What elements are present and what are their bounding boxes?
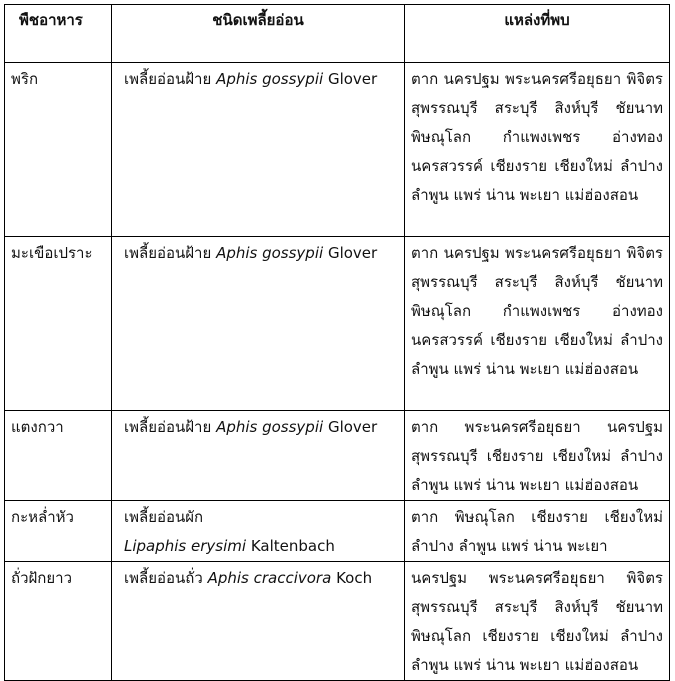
locations-cell: ตาก พระนครศรีอยุธยา นครปฐม สุพรรณบุรี เชียงราย เชียงใหม่ ลำปาง ลำพูน แพร่ น่าน พะเยา แม่ฮ่องสอน (405, 411, 670, 501)
aphid-author: Glover (327, 418, 378, 436)
aphid-scientific-name: Aphis gossypii (216, 244, 324, 262)
table-row (5, 63, 670, 237)
table-row (5, 562, 670, 681)
aphid-author: Koch (336, 569, 373, 587)
aphid-common-name: เพลี้ยอ่อนถั่ว (124, 569, 203, 587)
header-aphid-species: ชนิดเพลี้ยอ่อน (112, 5, 405, 63)
host-plant-cell: พริก (5, 63, 112, 237)
aphid-common-name: เพลี้ยอ่อนฝ้าย (124, 70, 212, 88)
aphid-host-table (4, 4, 670, 681)
locations-cell: ตาก นครปฐม พระนครศรีอยุธยา พิจิตร สุพรรณบุรี สระบุรี สิงห์บุรี ชัยนาท พิษณุโลก กำแพงเพชร อ่างทอง นครสวรรค์ เชียงราย เชียงใหม่ ลำปาง ลำพูน แพร่ น่าน พะเยา แม่ฮ่องสอน (405, 237, 670, 411)
table-row (5, 411, 670, 501)
aphid-common-name: เพลี้ยอ่อนผัก (124, 508, 204, 526)
header-host-plant: พืชอาหาร (5, 5, 112, 63)
locations-cell: นครปฐม พระนครศรีอยุธยา พิจิตร สุพรรณบุรี สระบุรี สิงห์บุรี ชัยนาท พิษณุโลก เชียงราย เชียงใหม่ ลำปาง ลำพูน แพร่ น่าน พะเยา แม่ฮ่องสอน (405, 562, 670, 681)
header-locations: แหล่งที่พบ (405, 5, 670, 63)
aphid-scientific-name: Aphis gossypii (216, 418, 324, 436)
table-row (5, 501, 670, 562)
aphid-scientific-name: Aphis gossypii (216, 70, 324, 88)
host-plant-cell: ถั่วฝักยาว (5, 562, 112, 681)
aphid-scientific-name: Lipaphis erysimi (124, 537, 247, 555)
locations-cell: ตาก พิษณุโลก เชียงราย เชียงใหม่ ลำปาง ลำพูน แพร่ น่าน พะเยา (405, 501, 670, 562)
host-plant-cell: แตงกวา (5, 411, 112, 501)
aphid-common-name: เพลี้ยอ่อนฝ้าย (124, 244, 212, 262)
aphid-author: Glover (327, 244, 378, 262)
aphid-author: Kaltenbach (250, 537, 335, 555)
aphid-common-name: เพลี้ยอ่อนฝ้าย (124, 418, 212, 436)
host-plant-cell: มะเขือเปราะ (5, 237, 112, 411)
table-header-row (5, 5, 670, 63)
aphid-species-cell (112, 237, 405, 411)
aphid-scientific-name: Aphis craccivora (207, 569, 332, 587)
host-plant-cell: กะหล่ำหัว (5, 501, 112, 562)
aphid-species-cell (112, 63, 405, 237)
locations-cell: ตาก นครปฐม พระนครศรีอยุธยา พิจิตรสุพรรณบุรี สระบุรี สิงห์บุรี ชัยนาท พิษณุโลก กำแพงเพชร อ่างทอง นครสวรรค์ เชียงราย เชียงใหม่ ลำปาง ลำพูน แพร่ น่าน พะเยา แม่ฮ่องสอน (405, 63, 670, 237)
table-row (5, 237, 670, 411)
aphid-species-cell (112, 411, 405, 501)
aphid-author: Glover (327, 70, 378, 88)
aphid-species-cell (112, 501, 405, 562)
aphid-species-cell (112, 562, 405, 681)
